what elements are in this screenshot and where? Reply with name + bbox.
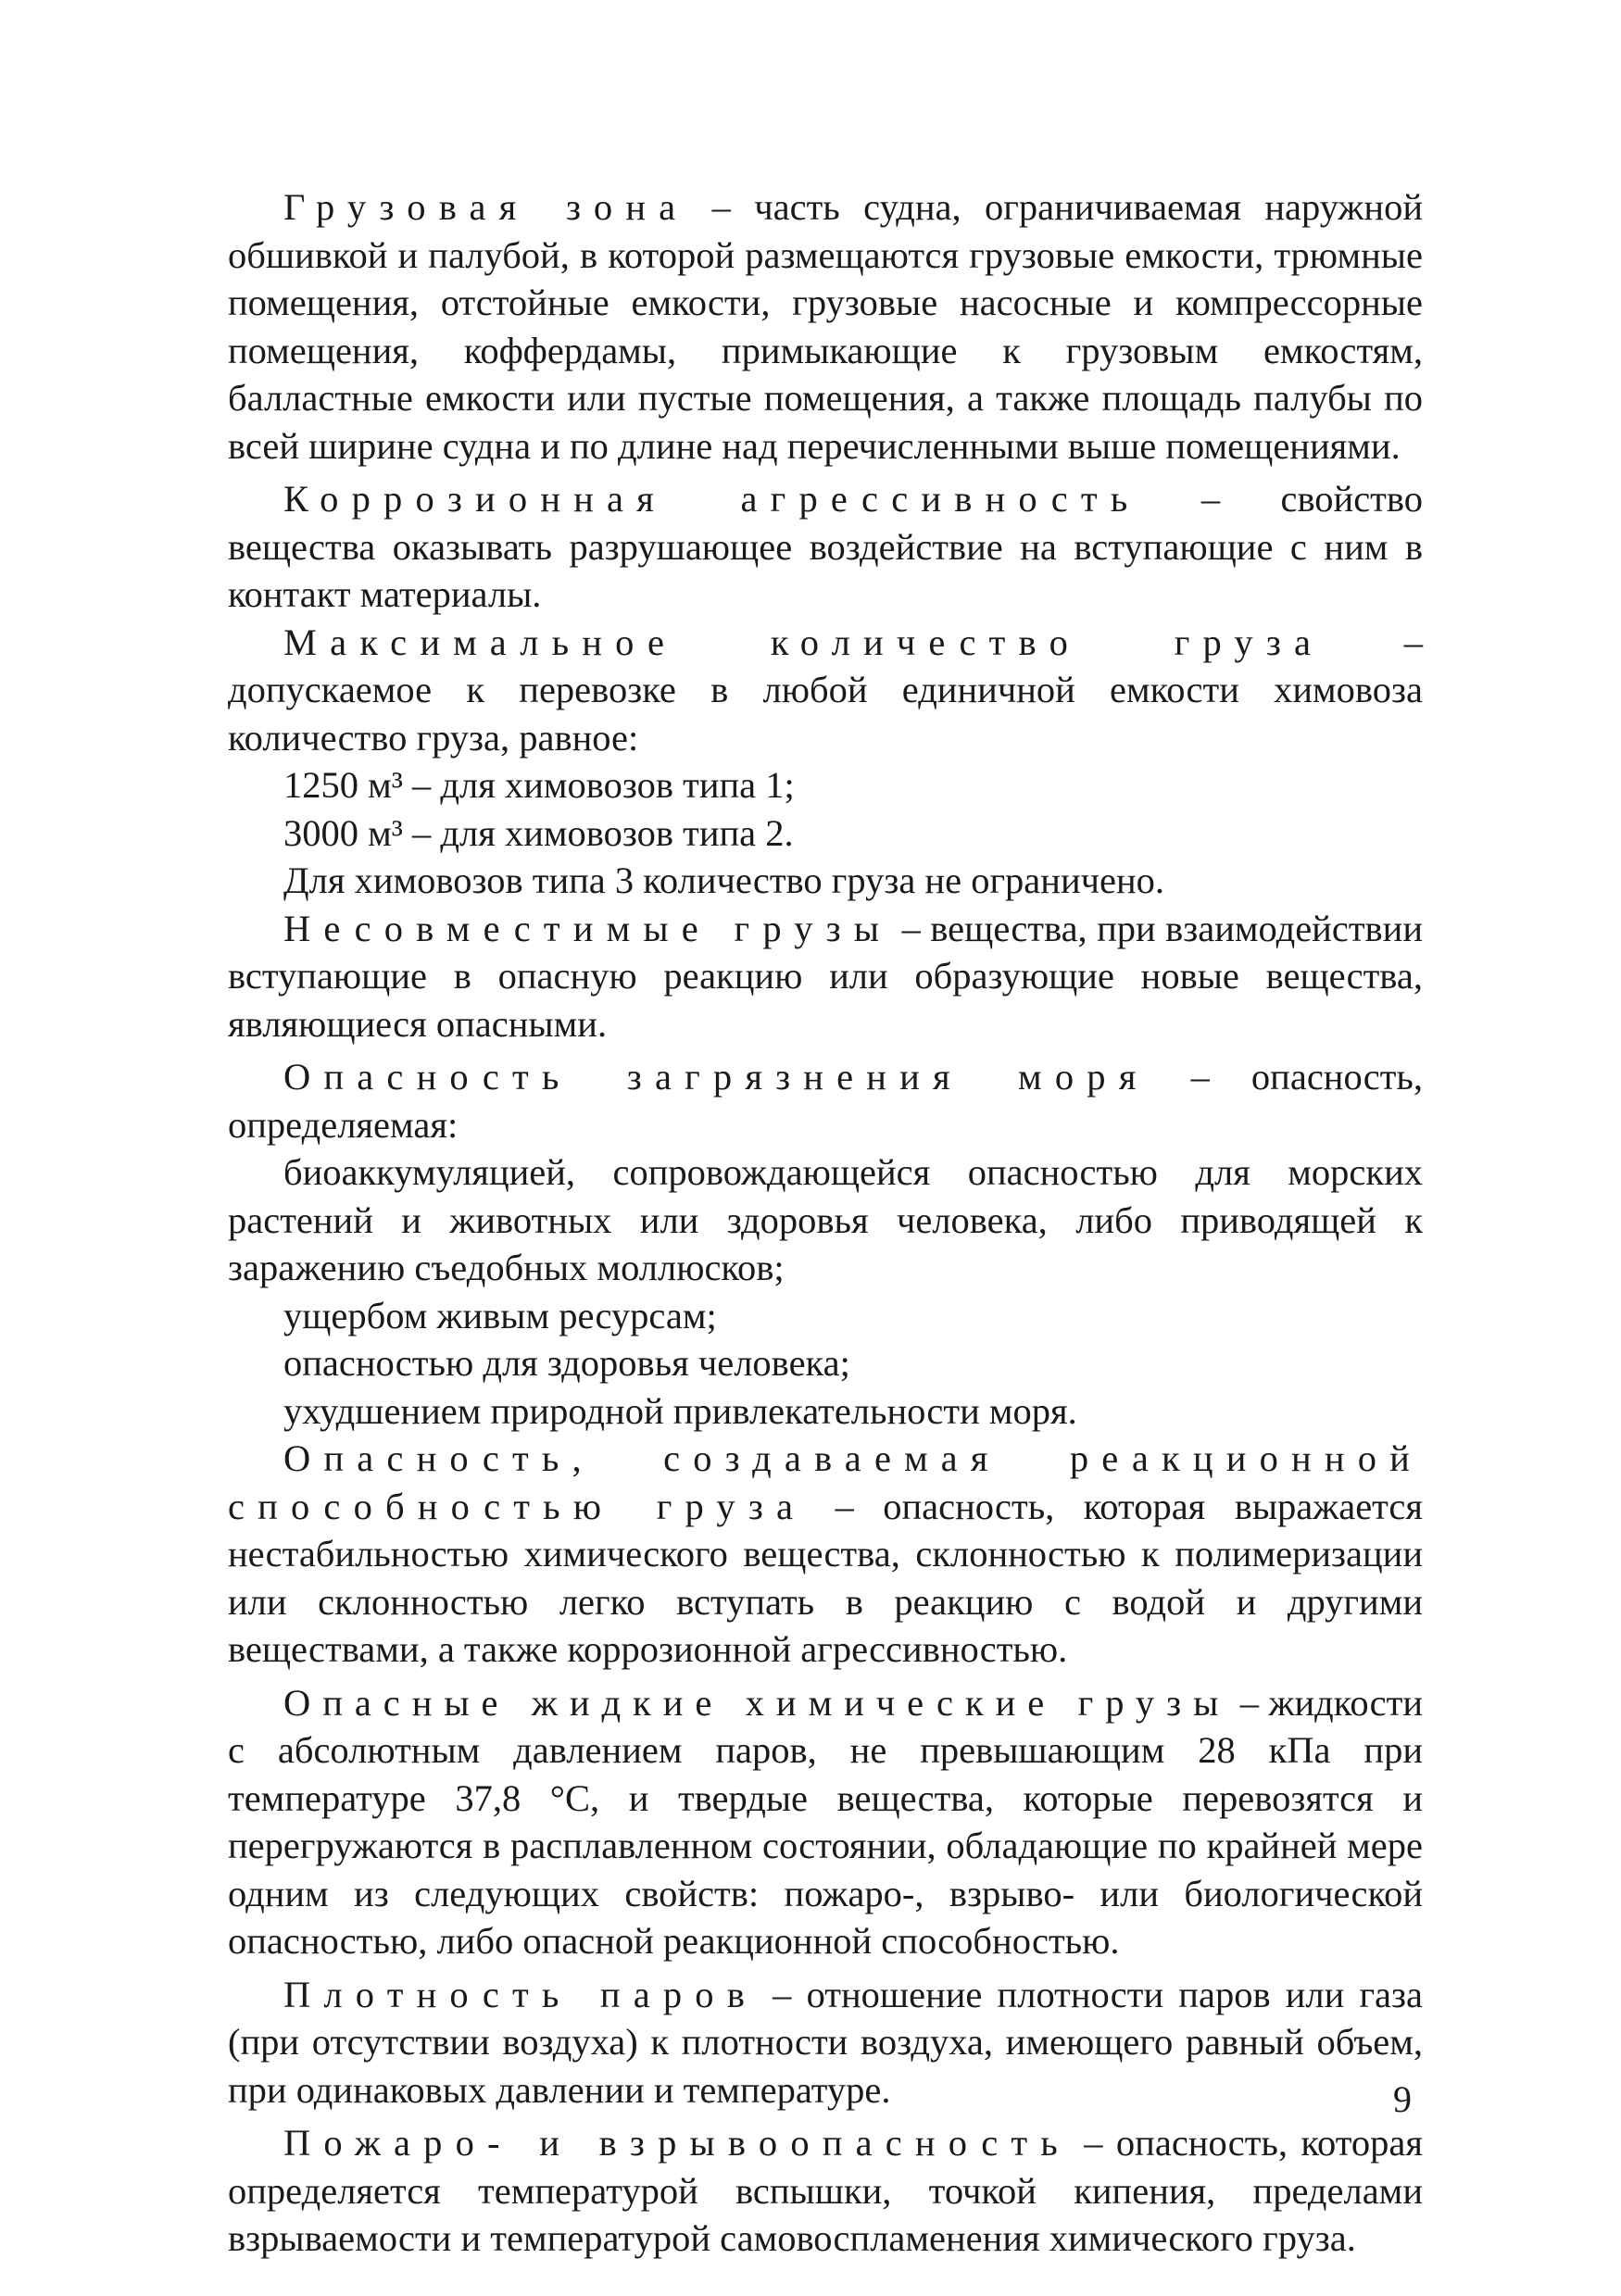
term-max-cargo: Максимальное количество груза (283, 621, 1325, 663)
term-dangerous-liquids: Опасные жидкие химические грузы (283, 1681, 1231, 1724)
paragraph-incompatible (228, 905, 1423, 1048)
page-number: 9 (1393, 2078, 1412, 2120)
paragraph-cargo-zone (228, 183, 1423, 470)
paragraph-sea-pollution (228, 1053, 1423, 1148)
paragraph-reactivity (228, 1435, 1423, 1674)
paragraph-type-3: Для химовозов типа 3 количество груза не ограничено. (283, 859, 1165, 901)
term-corrosivity: Коррозионная агрессивность (283, 478, 1141, 520)
definition-corrosivity: – свойство вещества оказывать разрушающее воздействие на вступающие с ним в контакт материалы. (228, 478, 1423, 615)
list-item-living-resources: ущербом живым ресурсам; (283, 1294, 717, 1336)
paragraph-vapour-density (228, 1971, 1423, 2114)
definition-incompatible: – вещества, при взаимодействии вступающие в опасную реакцию или образующие новые вещества, являющиеся опасными. (228, 907, 1423, 1045)
paragraph-max-cargo (228, 619, 1423, 762)
term-incompatible: Несовместимые грузы (283, 907, 893, 949)
list-item-bioaccumulation: биоаккумуляцией, сопровождающейся опасностью для морских растений и животных или здоровья человека, либо приводящей к заражению съедобных моллюсков; (228, 1151, 1423, 1288)
definition-sea-pollution: – опасность, определяемая: (228, 1056, 1423, 1146)
list-item-type-1: 1250 м³ – для химовозов типа 1; (283, 764, 795, 806)
list-item-amenities: ухудшением природной привлекательности моря. (283, 1389, 1077, 1432)
definition-dangerous-liquids: – жидкости с абсолютным давлением паров, не превышающим 28 кПа при температуре 37,8 °С, и твердые вещества, которые перевозятся и перегружаются в расплавленном состоянии, обладающие по крайней мере одним из следующих свойств: пожаро-, взрыво- или биологической опасностью, либо опасной реакционной способностью. (228, 1681, 1423, 1962)
term-cargo-zone: Грузовая зона (283, 186, 689, 228)
list-item-human-health: опасностью для здоровья человека; (283, 1342, 850, 1384)
term-vapour-density: Плотность паров (283, 1973, 759, 2015)
list-item-type-2: 3000 м³ – для химовозов типа 2. (283, 811, 794, 854)
paragraph-corrosivity (228, 475, 1423, 619)
definition-fire-explosion: – опасность, которая определяется температурой вспышки, точкой кипения, пределами взрываемости и температурой самовоспламенения химического груза. (228, 2122, 1423, 2259)
page-body (228, 183, 1423, 2263)
term-reactivity: Опасность, создаваемая реакционной способностью груза (228, 1437, 1423, 1527)
term-fire-explosion: Пожаро- и взрывоопасность (283, 2122, 1071, 2164)
definition-vapour-density: – отношение плотности паров или газа (при отсутствии воздуха) к плотности воздуха, имеющего равный объем, при одинаковых давлении и температуре. (228, 1973, 1423, 2111)
paragraph-dangerous-liquids (228, 1679, 1423, 1965)
term-sea-pollution: Опасность загрязнения моря (283, 1056, 1150, 1098)
definition-reactivity: – опасность, которая выражается нестабильностью химического вещества, склонностью к полимеризации или склонностью легко вступать в реакцию с водой и другими веществами, а также коррозионной агрессивностью. (228, 1485, 1423, 1670)
definition-cargo-zone: – часть судна, ограничиваемая наружной обшивкой и палубой, в которой размещаются грузовые емкости, трюмные помещения, отстойные емкости, грузовые насосные и компрессорные помещения, коффердамы, примыкающие к грузовым емкостям, балластные емкости или пустые помещения, а также площадь палубы по всей ширине судна и по длине над перечисленными выше помещениями. (228, 186, 1423, 467)
paragraph-fire-explosion (228, 2119, 1423, 2263)
definition-max-cargo: – допускаемое к перевозке в любой единичной емкости химовоза количество груза, равное: (228, 621, 1423, 759)
